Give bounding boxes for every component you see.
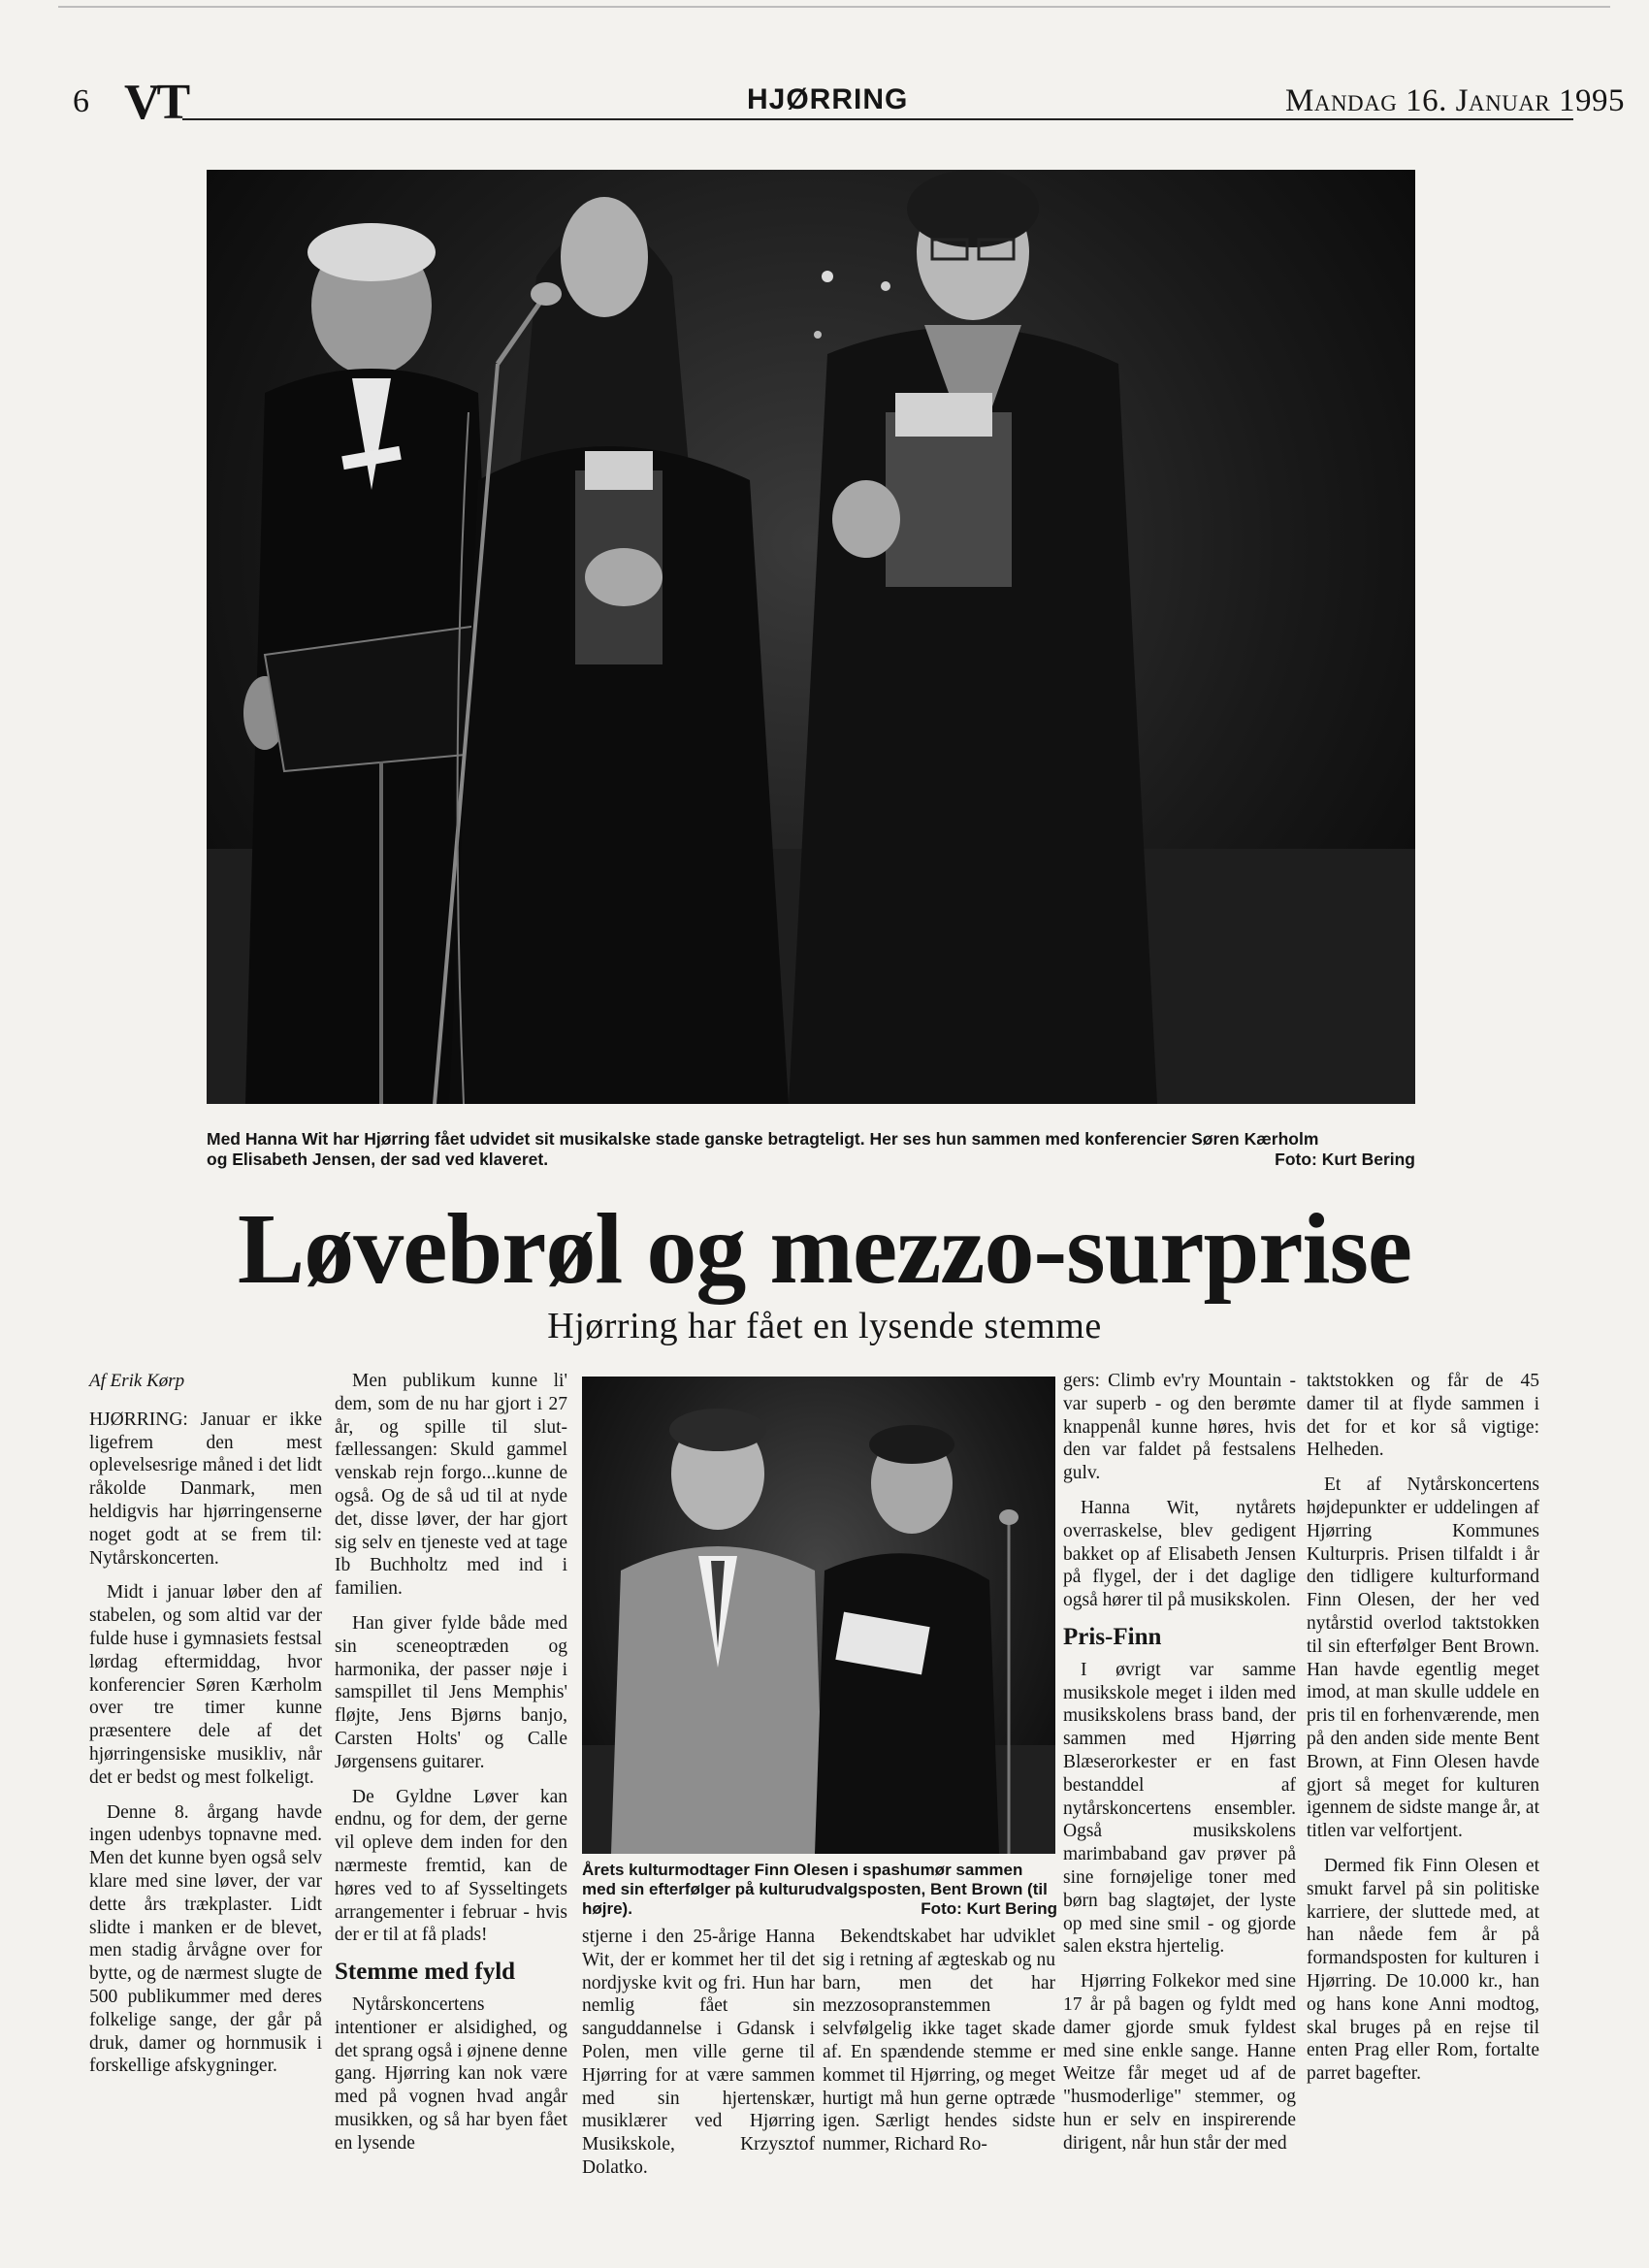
paragraph: Midt i januar løber den af stabelen, og som altid var der fulde huse i gymnasiets festsal lørdag eftermiddag, hvor konferencier Søren Kærholm over tre timer kunne præsentere dele af det hjørringensiske musikliv, når det er bedst og mest folkeligt. [89,1582,322,1788]
main-photo-caption [207,1129,1415,1170]
second-photo-caption [582,1861,1057,1919]
headline: Løvebrøl og mezzo-surprise [237,1193,1412,1305]
paragraph: Hanna Wit, nytårets overraskelse, blev gedigent bakket op af Elisabeth Jensen på flygel, der i det daglige også hører til på musikskolen. [1063,1497,1296,1611]
main-caption-line2: og Elisabeth Jensen, der sad ved klaveret. [207,1150,549,1169]
woman-right-figure [789,170,1157,1104]
woman-center-figure [449,197,789,1104]
paragraph: Hjørring Folkekor med sine 17 år på bagen og fyldt med damer gjorde smuk fyldest med sine enkle sange. Hanne Weitze får meget ud af de "husmoderlige" stemmer, og hun er selv en inspirerende dirigent, når hun står der med [1063,1971,1296,2154]
paragraph: HJØRRING: Januar er ikke ligefrem den mest oplevelsesrige måned i det lidt råkolde Danmark, men heldigvis har hjørringenserne noget godt at se frem til: Nytårskoncerten. [89,1409,322,1569]
paragraph: taktstokken og får de 45 damer til at flyde sammen i det for et kor så vigtige: Helheden. [1307,1371,1539,1461]
main-photo [207,170,1415,1104]
paragraph: stjerne i den 25-årige Hanna Wit, der er kommet her til det nordjyske kvit og fri. Hun har nemlig fået sin sanguddannelse i Gdansk i Polen, men ville gerne til Hjørring for at være sammen med sin hjertenskær, musiklærer ved Hjørring Musikskole, Krzysztof Dolatko. [582,1927,815,2178]
section-title: HJØRRING [747,83,909,115]
top-rule [58,6,1610,8]
second-caption-text: Årets kulturmodtager Finn Olesen i spashumør sammen med sin efterfølger på kulturudvalgsposten, Bent Brown (til højre). [582,1861,1048,1918]
header-rule [182,118,1573,120]
subheadline: Hjørring har fået en lysende stemme [547,1306,1102,1346]
paragraph: Men publikum kunne li' dem, som de nu har gjort i 27 år, og spille til slut-fællessangen: Skuld gammel venskab rejn forgo...kunne de også. Og de så ud til at nyde det, disse løver, der har gjort sig selv en tjeneste ved at tage Ib Buchholtz med ind i familien. [335,1371,567,1600]
article-column-4 [823,1926,1055,2168]
paragraph: Han giver fylde både med sin sceneoptræden og harmonika, der passer nøje i samspillet til Jens Memphis' fløjte, Jens Bjørns banjo, Carsten Holts' og Calle Jørgensens guitarer. [335,1612,567,1772]
article-column-5 [1063,1370,1296,2167]
article-column-2 [335,1370,567,2167]
main-photo-illustration [207,170,1415,1104]
article-column-3 [582,1926,815,2191]
paragraph: I øvrigt var samme musikskole meget i ilden med musikskolens brass band, der sammen med Hjørring Blæserorkester er en fast bestanddel af nytårskoncertens ensembler. Også musikskolens marimbaband gav prøver på sine fornøjelige toner med børn bag slagtøjet, der lyste op med sine smil - og gjorde salen ekstra hjertelig. [1063,1659,1296,1958]
second-photo-illustration [582,1377,1055,1854]
article-column-6 [1307,1370,1539,2097]
crosshead: Stemme med fyld [335,1959,516,1986]
main-photo-credit: Foto: Kurt Bering [1275,1150,1415,1169]
page-number: 6 [73,83,89,119]
article-column-1 [89,1370,322,2090]
main-caption-line1: Med Hanna Wit har Hjørring fået udvidet sit musikalske stade ganske betragteligt. Her ses hun sammen med konferencier Søren Kærholm [207,1129,1319,1149]
paragraph: Bekendtskabet har udviklet sig i retning af ægteskab og nu barn, men det har mezzosopranstemmen selvfølgelig ikke taget skade af. En spændende stemme er kommet til Hjørring, og meget hurtigt må hun gerne optræde igen. Særligt hendes sidste nummer, Richard Ro- [823,1927,1055,2155]
newspaper-logo: VT [124,75,187,130]
second-photo-credit: Foto: Kurt Bering [921,1899,1057,1918]
paragraph: Denne 8. årgang havde ingen udenbys topnavne med. Men det kunne byen også selv klare med sine løver, der var dette års trækplaster. Lidt slidte i manken er de blevet, men stadig årvågne over for bytte, og de nærmest slugte de 500 publikummer med deres folkelige sange, der går på druk, damer og hornmusik i forskellige afskygninger. [89,1801,322,2077]
paragraph: gers: Climb ev'ry Mountain - var superb - og den berømte knappenål kunne høres, hvis den var faldet på festsalens gulv. [1063,1371,1296,1484]
byline: Af Erik Kørp [89,1371,185,1391]
paragraph: Nytårskoncertens intentioner er alsidighed, og det sprang også i øjnene denne gang. Hjørring kan nok være med på vognen hvad angår musikken, og så har byen fået en lysende [335,1993,567,2154]
second-photo [582,1377,1055,1854]
paragraph: De Gyldne Løver kan endnu, og for dem, der gerne vil opleve dem inden for den nærmeste fremtid, kan de høres ved to af Sysseltingets arrangementer i februar - hvis der er til at få plads! [335,1786,567,1946]
paragraph: Dermed fik Finn Olesen et smukt farvel på sin politiske karriere, der sluttede med, at han nåede fem år på formandsposten for kulturen i Hjørring. De 10.000 kr., han og hans kone Anni modtog, skal bruges på en rejse til enten Prag eller Rom, fortalte parret bagefter. [1307,1855,1539,2085]
paragraph: Et af Nytårskoncertens højdepunkter er uddelingen af Hjørring Kommunes Kulturpris. Prisen tilfaldt i år den tidligere kulturformand Finn Olesen, der her ved nytårstid overlod taktstokken til sin efterfølger Bent Brown. Han havde egentlig meget imod, at man skulle uddele en pris til en forhenværende, men på den anden side mente Bent Brown, at Finn Olesen havde gjort så meget for kulturen igennem de sidste mange år, at titlen var velfortjent. [1307,1474,1539,1842]
crosshead: Pris-Finn [1063,1623,1162,1650]
issue-date: Mandag 16. Januar 1995 [1285,83,1626,118]
